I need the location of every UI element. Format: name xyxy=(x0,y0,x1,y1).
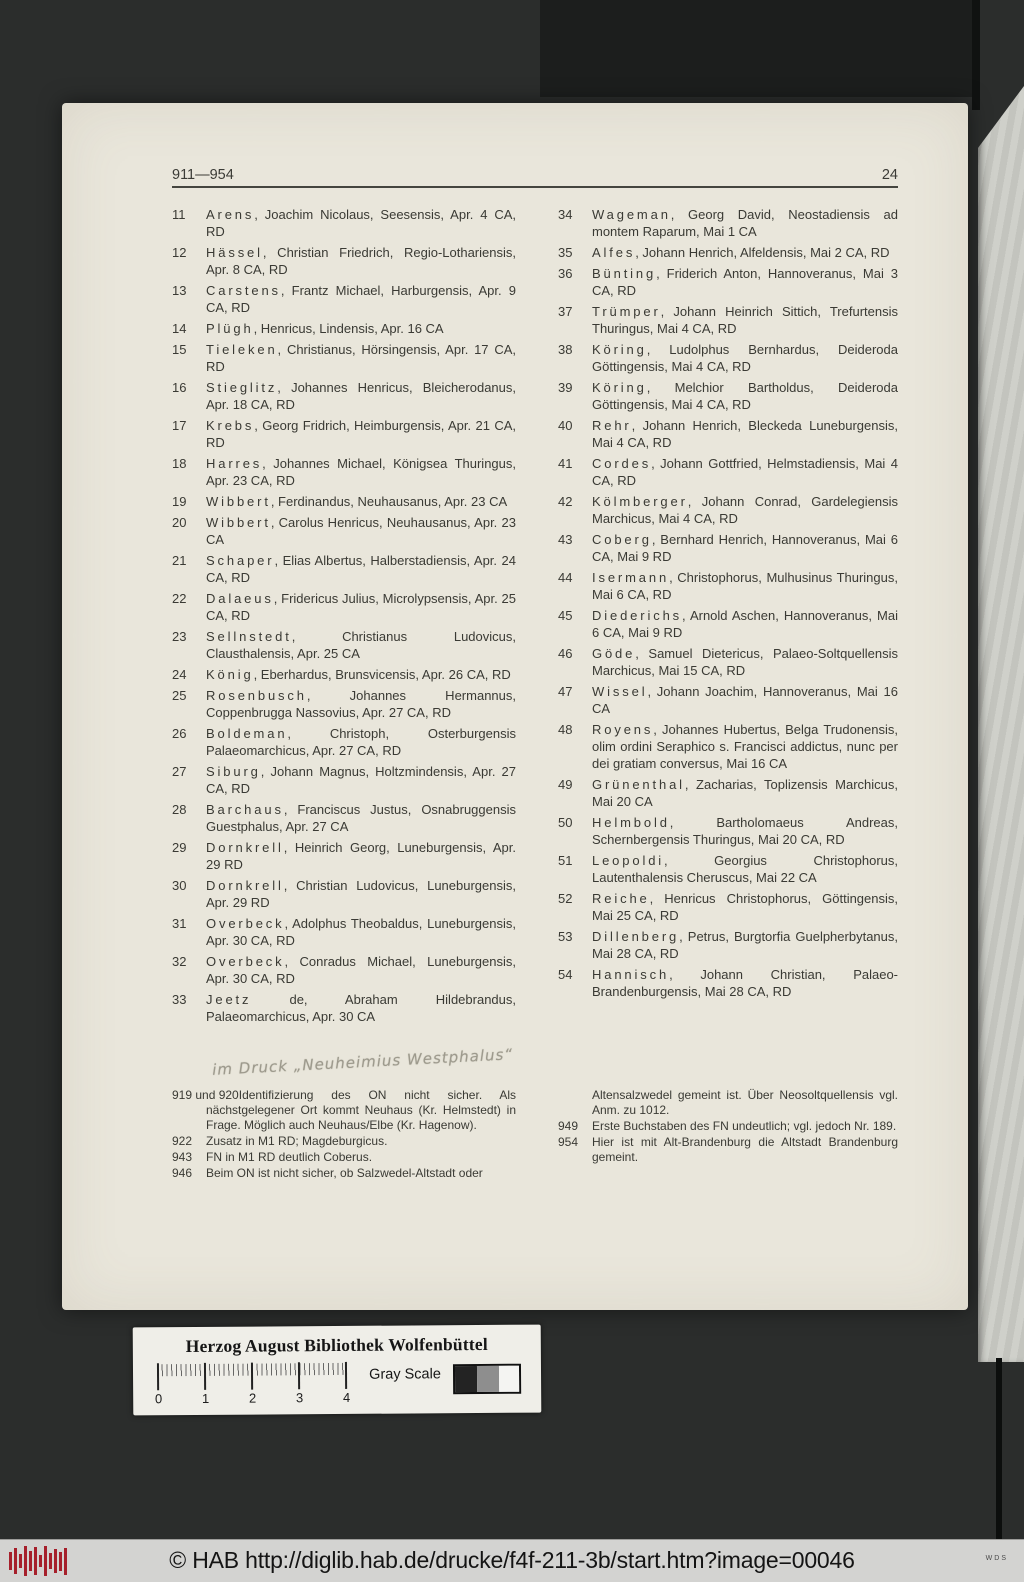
entry-text xyxy=(592,379,898,413)
entry-surname: Coberg xyxy=(592,532,652,547)
entry-details: , Franciscus Justus, Osnabruggensis Guestphalus, Apr. 27 CA xyxy=(206,802,516,834)
entry-text xyxy=(592,206,898,240)
entry-surname: Göde xyxy=(592,646,636,661)
entry-row xyxy=(172,417,516,451)
entry-text xyxy=(592,341,898,375)
entry-surname: Dillenberg xyxy=(592,929,680,944)
entry-details: , Henricus Christophorus, Göttingensis, Mai 25 CA, RD xyxy=(592,891,898,923)
entry-number: 35 xyxy=(558,245,573,260)
entry-row xyxy=(172,666,516,683)
entry-text xyxy=(592,244,898,261)
entry-number: 23 xyxy=(172,629,187,644)
entry-number: 18 xyxy=(172,456,187,471)
ruler-major-tick xyxy=(345,1362,347,1389)
footnote-number: 922 xyxy=(172,1134,193,1148)
footnote-number: 919 und 920 xyxy=(172,1088,239,1102)
entry-text xyxy=(206,552,516,586)
entry-surname: Rehr xyxy=(592,418,632,433)
entry-surname: König xyxy=(206,667,254,682)
entry-number: 48 xyxy=(558,722,573,737)
entry-number: 43 xyxy=(558,532,573,547)
entry-surname: Helmbold xyxy=(592,815,670,830)
pencil-annotation: im Druck „Neuheimius Westphalus“ xyxy=(211,1045,514,1079)
entry-number: 13 xyxy=(172,283,187,298)
entry-surname: Grünenthal xyxy=(592,777,685,792)
entries-right xyxy=(558,206,898,1029)
entry-number: 31 xyxy=(172,916,187,931)
entry-number: 49 xyxy=(558,777,573,792)
entry-row xyxy=(558,379,898,413)
entry-surname: Siburg xyxy=(206,764,261,779)
entry-row xyxy=(558,493,898,527)
footnote-text: Altensalzwedel gemeint ist. Über Neosoltquellensis vgl. Anm. zu 1012. xyxy=(592,1088,898,1117)
entry-text xyxy=(592,890,898,924)
footnote-text: Identifizierung des ON nicht sicher. Als nächstgelegener Ort kommt Neuhaus (Kr. Helmstedt) in Frage. Möglich auch Neuhaus/Elbe (Kr. Hagenow). xyxy=(206,1088,516,1132)
book-edge-line-bottom xyxy=(996,1358,1002,1542)
entry-surname: Hässel xyxy=(206,245,263,260)
entry-details: , Johann Gottfried, Helmstadiensis, Mai 4 CA, RD xyxy=(592,456,898,488)
entry-row xyxy=(172,725,516,759)
entry-text xyxy=(592,852,898,886)
entry-row xyxy=(172,687,516,721)
digitization-caption-bar xyxy=(0,1539,1024,1582)
entry-text xyxy=(592,607,898,641)
ruler-major-tick xyxy=(157,1363,159,1390)
entry-number: 22 xyxy=(172,591,187,606)
entry-surname: Wibbert xyxy=(206,494,271,509)
entry-row xyxy=(172,763,516,797)
entry-row xyxy=(558,607,898,641)
entry-text xyxy=(206,915,516,949)
entry-surname: Overbeck xyxy=(206,916,285,931)
entry-text xyxy=(206,687,516,721)
entry-details: , Johann Christian, Palaeo-Brandenburgensis, Mai 28 CA, RD xyxy=(592,967,898,999)
entry-text xyxy=(592,776,898,810)
entry-number: 27 xyxy=(172,764,187,779)
footnotes xyxy=(172,1088,898,1182)
footnote-text: FN in M1 RD deutlich Coberus. xyxy=(206,1150,373,1164)
entry-number: 12 xyxy=(172,245,187,260)
gray-scale-label: Gray Scale xyxy=(369,1366,441,1383)
entry-text xyxy=(206,953,516,987)
entry-row xyxy=(172,455,516,489)
footnote xyxy=(172,1088,516,1133)
entry-row xyxy=(172,282,516,316)
entry-details: , Henricus, Lindensis, Apr. 16 CA xyxy=(253,321,444,336)
source-url-text: © HAB http://diglib.hab.de/drucke/f4f-211-3b/start.htm?image=00046 xyxy=(169,1547,855,1573)
entry-row xyxy=(558,776,898,810)
entry-details: , Ferdinandus, Neuhausanus, Apr. 23 CA xyxy=(270,494,508,509)
entry-number: 47 xyxy=(558,684,573,699)
entry-surname: Leopoldi xyxy=(592,853,665,868)
entry-row xyxy=(172,514,516,548)
entry-row xyxy=(558,645,898,679)
ruler-major-tick xyxy=(251,1363,253,1390)
entry-row xyxy=(172,493,516,510)
entry-surname: Cordes xyxy=(592,456,652,471)
entry-row xyxy=(558,721,898,772)
entry-details: , Eberhardus, Brunsvicensis, Apr. 26 CA, RD xyxy=(253,667,511,682)
entry-number: 29 xyxy=(172,840,187,855)
footnote-number: 943 xyxy=(172,1150,193,1164)
entry-number: 17 xyxy=(172,418,187,433)
entry-number: 39 xyxy=(558,380,573,395)
gray-patch-light xyxy=(499,1366,519,1392)
gray-scale-patches xyxy=(453,1364,521,1394)
entry-details: , Johannes Michael, Königsea Thuringus, Apr. 23 CA, RD xyxy=(206,456,516,488)
entry-text xyxy=(206,455,516,489)
footnote-number: 954 xyxy=(558,1135,579,1149)
ruler-tick-label: 2 xyxy=(248,1390,257,1406)
entry-details: , Christoph, Osterburgensis Palaeomarchicus, Apr. 27 CA, RD xyxy=(206,726,516,758)
entry-number: 40 xyxy=(558,418,573,433)
entry-number: 52 xyxy=(558,891,573,906)
footnote xyxy=(172,1150,516,1165)
ruler-major-tick xyxy=(298,1362,300,1389)
entry-row xyxy=(558,683,898,717)
header-rule xyxy=(172,186,898,188)
entry-details: , Johann Magnus, Holtzmindensis, Apr. 27 CA, RD xyxy=(206,764,516,796)
entry-text xyxy=(206,590,516,624)
entry-row xyxy=(558,265,898,299)
entry-text xyxy=(592,303,898,337)
entry-row xyxy=(558,341,898,375)
footnote xyxy=(558,1135,898,1165)
entry-details: , Johannes Hermannus, Coppenbrugga Nassovius, Apr. 27 CA, RD xyxy=(206,688,516,720)
entry-number: 42 xyxy=(558,494,573,509)
entry-number: 33 xyxy=(172,992,187,1007)
entry-row xyxy=(558,244,898,261)
entry-text xyxy=(592,814,898,848)
entry-text xyxy=(592,966,898,1000)
entry-text xyxy=(206,206,516,240)
entry-details: , Georgius Christophorus, Lautenthalensis Cheruscus, Mai 22 CA xyxy=(592,853,898,885)
entry-row xyxy=(172,953,516,987)
entry-text xyxy=(206,628,516,662)
entry-number: 38 xyxy=(558,342,573,357)
ruler-tick-label: 1 xyxy=(201,1390,210,1406)
entry-row xyxy=(172,915,516,949)
entry-row xyxy=(172,801,516,835)
footnote-text: Beim ON ist nicht sicher, ob Salzwedel-Altstadt oder xyxy=(206,1166,483,1180)
entry-details: , Christianus, Hörsingensis, Apr. 17 CA, RD xyxy=(206,342,516,374)
footnote xyxy=(558,1088,898,1118)
entry-details: , Johann Conrad, Gardelegiensis Marchicus, Mai 4 CA, RD xyxy=(592,494,898,526)
library-name: Herzog August Bibliothek Wolfenbüttel xyxy=(185,1333,488,1357)
entry-details: , Heinrich Georg, Luneburgensis, Apr. 29 RD xyxy=(206,840,516,872)
entry-number: 30 xyxy=(172,878,187,893)
entries-left xyxy=(172,206,516,1029)
entry-number: 46 xyxy=(558,646,573,661)
entry-number: 11 xyxy=(172,207,186,222)
entry-surname: Hannisch xyxy=(592,967,670,982)
entry-surname: Plügh xyxy=(206,321,254,336)
entry-details: , Johann Heinrich Sittich, Trefurtensis Thuringus, Mai 4 CA, RD xyxy=(592,304,898,336)
entry-text xyxy=(206,514,516,548)
entry-text xyxy=(206,244,516,278)
entry-surname: Wageman xyxy=(592,207,671,222)
entry-details: , Elias Albertus, Halberstadiensis, Apr. 24 CA, RD xyxy=(206,553,516,585)
entry-number: 19 xyxy=(172,494,187,509)
entry-details: , Petrus, Burgtorfia Guelpherbytanus, Mai 28 CA, RD xyxy=(592,929,898,961)
entry-details: , Conradus Michael, Luneburgensis, Apr. 30 CA, RD xyxy=(206,954,516,986)
footnotes-right xyxy=(558,1088,898,1182)
entry-row xyxy=(558,417,898,451)
entry-text xyxy=(206,801,516,835)
entry-details: , Johann Joachim, Hannoveranus, Mai 16 CA xyxy=(592,684,898,716)
entry-number: 50 xyxy=(558,815,573,830)
entry-row xyxy=(172,590,516,624)
entry-details: , Georg Fridrich, Heimburgensis, Apr. 21 CA, RD xyxy=(206,418,516,450)
entry-row xyxy=(172,320,516,337)
book-edge-line xyxy=(972,0,980,110)
library-stamp-card xyxy=(133,1325,542,1416)
entry-details: , Arnold Aschen, Hannoveranus, Mai 6 CA, Mai 9 RD xyxy=(592,608,898,640)
entry-details: , Bernhard Henrich, Hannoveranus, Mai 6 CA, Mai 9 RD xyxy=(592,532,898,564)
entry-row xyxy=(172,877,516,911)
entry-text xyxy=(206,341,516,375)
entry-details: , Carolus Henricus, Neuhausanus, Apr. 23 CA xyxy=(206,515,516,547)
book-fore-edge-pages xyxy=(978,86,1024,1362)
entry-details: , Johannes Hubertus, Belga Trudonensis, olim ordini Seraphico s. Francisci addictus, nunc per dei gratiam conversus, Mai 16 CA xyxy=(592,722,898,771)
gray-patch-dark xyxy=(455,1366,477,1392)
entry-surname: Sellnstedt xyxy=(206,629,292,644)
entry-details: , Melchior Bartholdus, Deideroda Göttingensis, Mai 4 CA, RD xyxy=(592,380,898,412)
entry-number: 41 xyxy=(558,456,573,471)
entry-surname: Krebs xyxy=(206,418,255,433)
ruler-tick-label: 4 xyxy=(342,1389,351,1405)
cm-ruler xyxy=(154,1362,359,1407)
entry-number: 26 xyxy=(172,726,187,741)
entry-details: , Fridericus Julius, Microlypsensis, Apr. 25 CA, RD xyxy=(206,591,516,623)
entry-details: , Frantz Michael, Harburgensis, Apr. 9 CA, RD xyxy=(206,283,516,315)
page-number: 24 xyxy=(881,167,898,183)
entry-surname: Dornkrell xyxy=(206,878,284,893)
entry-details: , Friderich Anton, Hannoveranus, Mai 3 CA, RD xyxy=(592,266,898,298)
entry-row xyxy=(172,839,516,873)
entry-text xyxy=(206,417,516,451)
entry-text xyxy=(592,265,898,299)
entry-surname: Trümper xyxy=(592,304,661,319)
entry-row xyxy=(558,814,898,848)
entry-row xyxy=(172,379,516,413)
entry-number: 36 xyxy=(558,266,573,281)
entry-details: , Johannes Henricus, Bleicherodanus, Apr. 18 CA, RD xyxy=(206,380,516,412)
entry-details: , Christianus Ludovicus, Clausthalensis, Apr. 25 CA xyxy=(206,629,516,661)
ruler-tick-label: 3 xyxy=(295,1390,304,1406)
entry-row xyxy=(558,569,898,603)
entry-surname: Carstens xyxy=(206,283,281,298)
entry-surname: Schaper xyxy=(206,553,275,568)
ruler-tick-label: 0 xyxy=(154,1391,163,1407)
entry-surname: Köring xyxy=(592,342,647,357)
entry-number: 44 xyxy=(558,570,573,585)
footnote-number: 949 xyxy=(558,1119,579,1133)
entry-text xyxy=(206,282,516,316)
entry-number: 21 xyxy=(172,553,187,568)
entry-text xyxy=(206,839,516,873)
entry-text xyxy=(592,645,898,679)
entry-number: 54 xyxy=(558,967,573,982)
entry-text xyxy=(592,417,898,451)
entry-details: , Georg David, Neostadiensis ad montem Raparum, Mai 1 CA xyxy=(592,207,898,239)
entry-row xyxy=(558,206,898,240)
entry-text xyxy=(592,531,898,565)
entry-surname: Kölmberger xyxy=(592,494,688,509)
entry-surname: Royens xyxy=(592,722,654,737)
entry-text xyxy=(206,991,516,1025)
entry-details: de, Abraham Hildebrandus, Palaeomarchicus, Apr. 30 CA xyxy=(206,992,516,1024)
entry-number: 16 xyxy=(172,380,187,395)
entry-number: 28 xyxy=(172,802,187,817)
entry-text xyxy=(206,763,516,797)
entry-surname: Overbeck xyxy=(206,954,285,969)
entry-details: , Johann Henrich, Bleckeda Luneburgensis, Mai 4 CA, RD xyxy=(592,418,898,450)
entry-row xyxy=(172,206,516,240)
entry-surname: Wissel xyxy=(592,684,648,699)
footnote xyxy=(172,1166,516,1181)
entry-text xyxy=(592,455,898,489)
entry-surname: Harres xyxy=(206,456,263,471)
entry-surname: Barchaus xyxy=(206,802,284,817)
footnotes-left xyxy=(172,1088,516,1182)
entry-row xyxy=(172,341,516,375)
entry-surname: Boldeman xyxy=(206,726,288,741)
entry-surname: Reiche xyxy=(592,891,650,906)
entry-details: , Joachim Nicolaus, Seesensis, Apr. 4 CA, RD xyxy=(206,207,516,239)
entry-details: , Samuel Dietericus, Palaeo-Soltquellensis Marchicus, Mai 15 CA, RD xyxy=(592,646,898,678)
entry-number: 53 xyxy=(558,929,573,944)
entry-surname: Rosenbusch xyxy=(206,688,307,703)
entry-details: , Johann Henrich, Alfeldensis, Mai 2 CA, RD xyxy=(635,245,890,260)
entry-surname: Dornkrell xyxy=(206,840,284,855)
gray-patch-mid xyxy=(477,1366,499,1392)
entry-number: 45 xyxy=(558,608,573,623)
footnote-text: Hier ist mit Alt-Brandenburg die Altstadt Brandenburg gemeint. xyxy=(592,1135,898,1164)
matriculation-list xyxy=(172,206,898,1029)
footnote-text: Erste Buchstaben des FN undeutlich; vgl. jedoch Nr. 189. xyxy=(592,1119,897,1133)
entry-details: , Christian Ludovicus, Luneburgensis, Apr. 29 RD xyxy=(206,878,516,910)
entry-number: 32 xyxy=(172,954,187,969)
entry-text xyxy=(592,569,898,603)
footnote-text: Zusatz in M1 RD; Magdeburgicus. xyxy=(206,1134,388,1148)
entry-text xyxy=(206,320,516,337)
entry-surname: Diederichs xyxy=(592,608,683,623)
entry-text xyxy=(592,928,898,962)
entry-surname: Arens xyxy=(206,207,255,222)
entry-details: , Ludolphus Bernhardus, Deideroda Göttingensis, Mai 4 CA, RD xyxy=(592,342,898,374)
entry-details: , Zacharias, Toplizensis Marchicus, Mai 20 CA xyxy=(592,777,898,809)
entry-number: 25 xyxy=(172,688,187,703)
footnote xyxy=(558,1119,898,1134)
entry-text xyxy=(206,493,516,510)
entry-text xyxy=(592,493,898,527)
page-header xyxy=(172,167,898,186)
entry-surname: Stieglitz xyxy=(206,380,278,395)
stamp-measurement-row xyxy=(133,1355,541,1408)
entry-surname: Jeetz xyxy=(206,992,252,1007)
entry-row xyxy=(172,628,516,662)
entry-details: , Bartholomaeus Andreas, Schernbergensis Thuringus, Mai 20 CA, RD xyxy=(592,815,898,847)
entry-number: 20 xyxy=(172,515,187,530)
entry-row xyxy=(558,890,898,924)
entry-surname: Tieleken xyxy=(206,342,278,357)
entry-surname: Köring xyxy=(592,380,647,395)
entry-row xyxy=(558,531,898,565)
entry-surname: Wibbert xyxy=(206,515,271,530)
entry-text xyxy=(206,877,516,911)
entry-row xyxy=(558,928,898,962)
entry-text xyxy=(592,683,898,717)
entry-details: , Christophorus, Mulhusinus Thuringus, Mai 6 CA, RD xyxy=(592,570,898,602)
entry-surname: Isermann xyxy=(592,570,670,585)
corner-mark: WDS xyxy=(985,1555,1008,1562)
entry-text xyxy=(592,721,898,772)
entry-row xyxy=(558,852,898,886)
entry-number-range: 911—954 xyxy=(172,167,234,183)
entry-surname: Alfes xyxy=(592,245,636,260)
entry-number: 34 xyxy=(558,207,573,222)
footnote-number: 946 xyxy=(172,1166,193,1180)
entry-row xyxy=(558,966,898,1000)
entry-row xyxy=(172,991,516,1025)
entry-details: , Christian Friedrich, Regio-Lothariensis, Apr. 8 CA, RD xyxy=(206,245,516,277)
footnote xyxy=(172,1134,516,1149)
entry-text xyxy=(206,666,516,683)
entry-surname: Dalaeus xyxy=(206,591,274,606)
entry-text xyxy=(206,725,516,759)
entry-details: , Adolphus Theobaldus, Luneburgensis, Apr. 30 CA, RD xyxy=(206,916,516,948)
entry-row xyxy=(558,455,898,489)
entry-number: 15 xyxy=(172,342,187,357)
ruler-major-tick xyxy=(204,1363,206,1390)
entry-number: 51 xyxy=(558,853,573,868)
entry-number: 14 xyxy=(172,321,187,336)
entry-surname: Bünting xyxy=(592,266,657,281)
entry-row xyxy=(558,303,898,337)
entry-number: 24 xyxy=(172,667,187,682)
entry-row xyxy=(172,552,516,586)
book-page xyxy=(62,103,968,1310)
entry-number: 37 xyxy=(558,304,573,319)
scanner-shadow-band xyxy=(540,0,976,97)
entry-text xyxy=(206,379,516,413)
entry-row xyxy=(172,244,516,278)
